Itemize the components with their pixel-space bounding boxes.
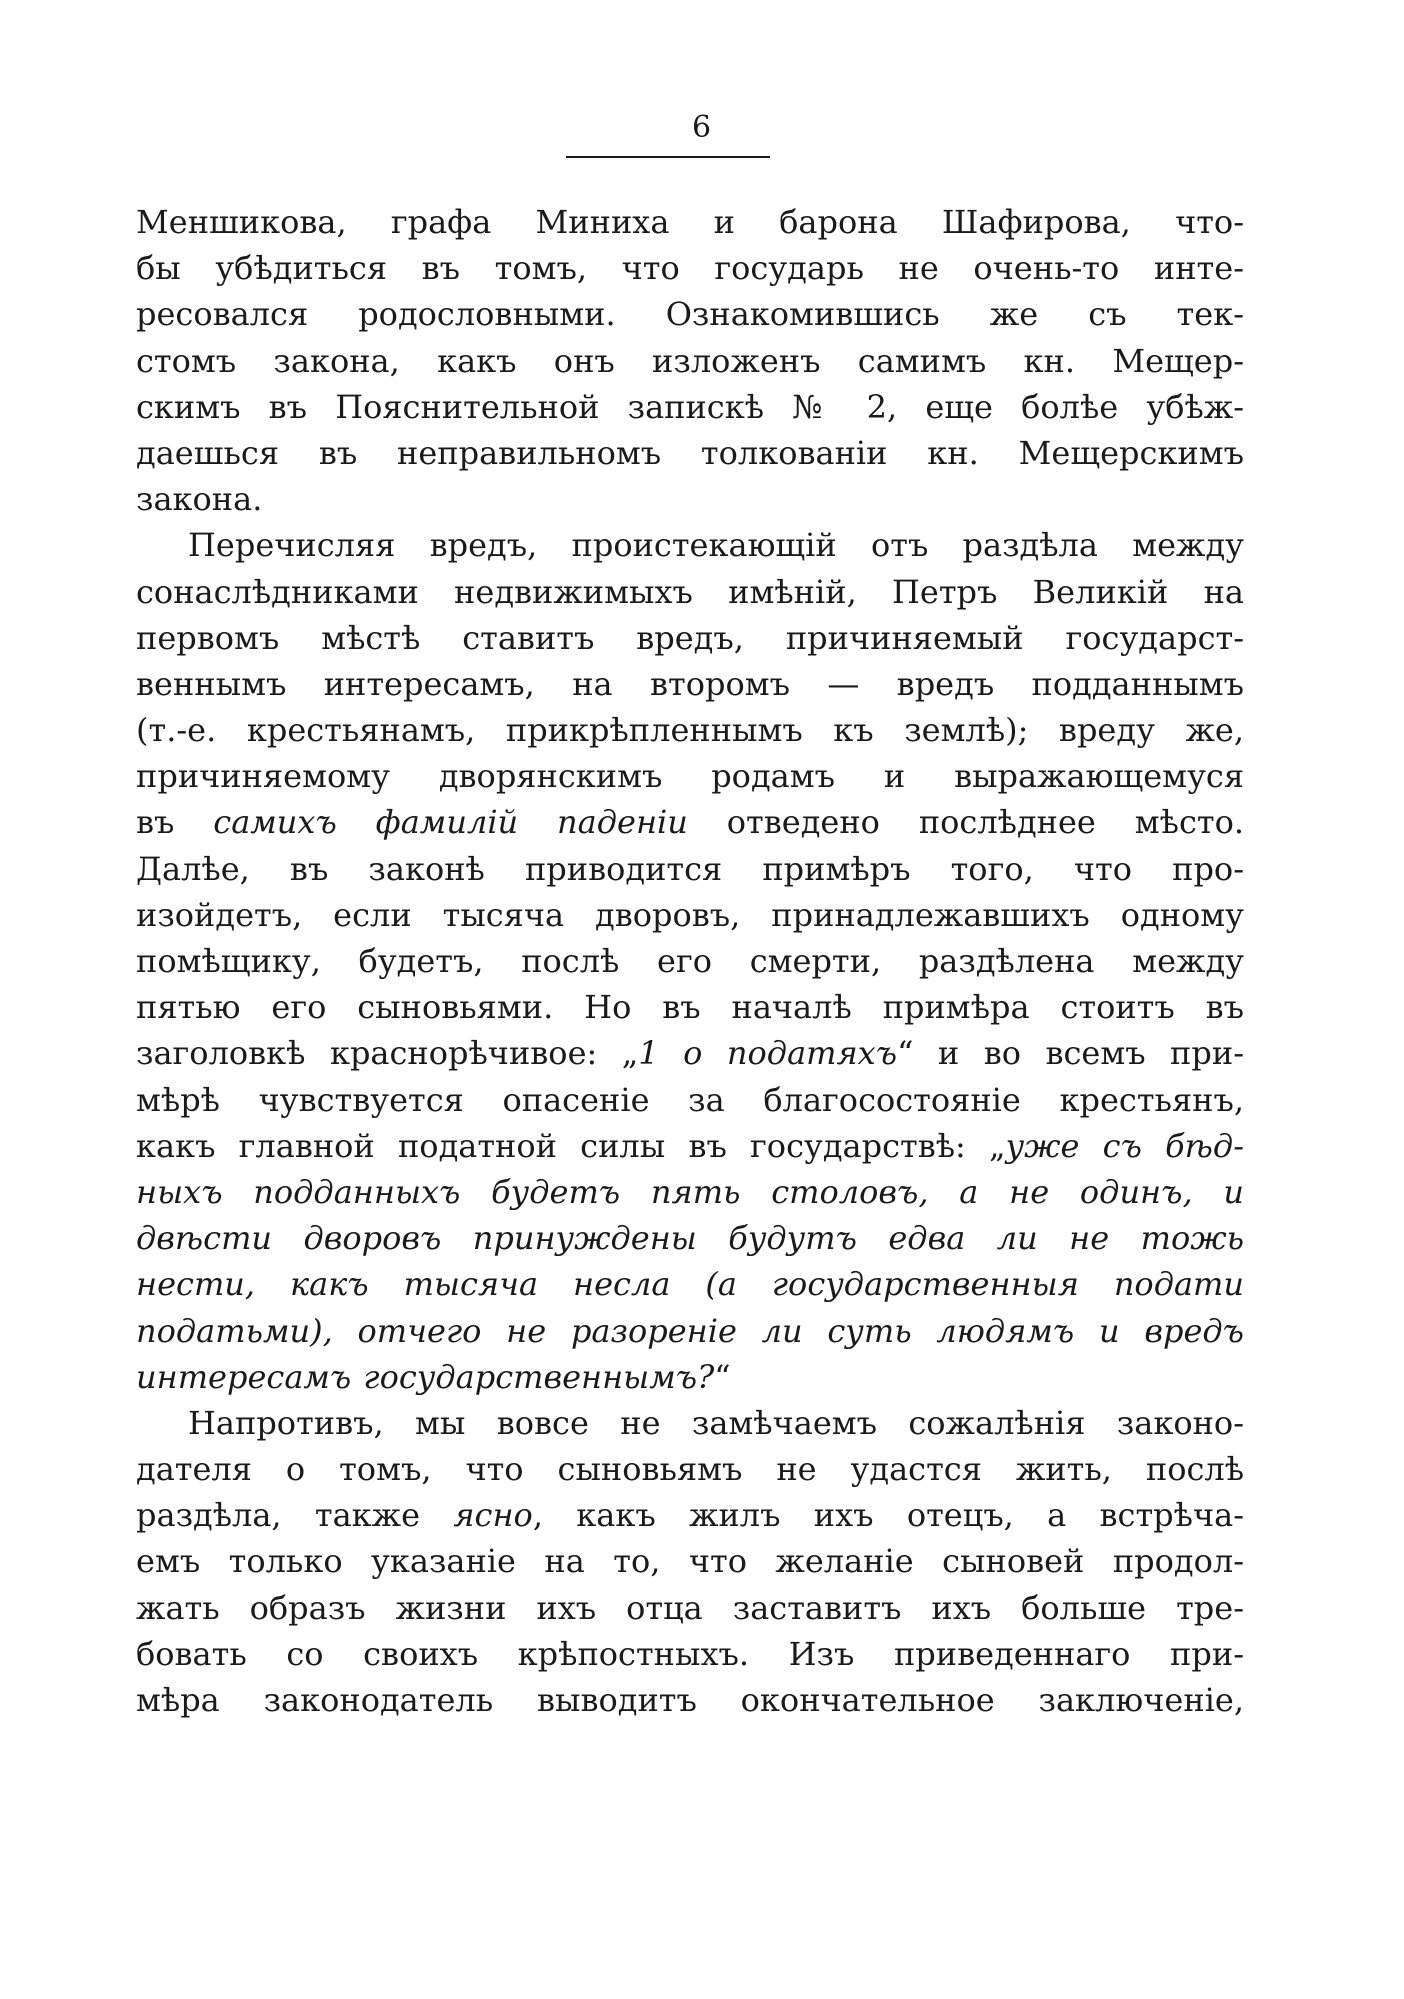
italic-text: ныхъ подданныхъ будетъ пять столовъ, а не одинъ, и [136,1172,1244,1211]
text-line [136,1631,1244,1677]
text-line [136,846,1244,892]
text-line [136,1030,1244,1076]
text-segment: въ [136,803,214,842]
italic-text: ясно [453,1496,533,1535]
text-line [136,291,1244,337]
italic-text: 1 о податяхъ [638,1034,898,1073]
text-segment: Перечисляя вредъ, проистекающій отъ раздѣла между [188,526,1244,565]
text-line [136,476,1244,522]
text-line [136,1261,1244,1307]
text-line [136,1585,1244,1631]
italic-text: (а государственныя подати [670,1265,1245,1304]
text-segment: мѣрѣ чувствуется опасеніе за благосостояніе крестьянъ, [136,1080,1244,1119]
text-line [136,338,1244,384]
text-line [136,615,1244,661]
text-line [136,799,1244,845]
text-line [136,892,1244,938]
text-line [136,938,1244,984]
text-segment: помѣщику, будетъ, послѣ его смерти, раздѣлена между [136,942,1244,980]
text-segment: (т.-е. крестьянамъ, прикрѣпленнымъ къ землѣ); вреду же, [136,711,1244,750]
text-segment: какъ главной податной силы въ государствѣ: „ [136,1126,1006,1165]
italic-text: двѣсти дворовъ принуждены будутъ едва ли не тожь [136,1219,1244,1258]
text-line [136,522,1244,568]
text-line [136,753,1244,799]
text-line [136,1077,1244,1123]
text-line [136,1123,1244,1169]
text-segment: закона. [136,480,263,519]
text-segment: бы убѣдиться въ томъ, что государь не очень-то инте- [136,249,1244,288]
text-segment: мѣра законодатель выводитъ окончательное заключеніе, [136,1681,1244,1719]
text-segment: Меншикова, графа Миниха и барона Шафирова, что- [136,203,1244,241]
text-segment: причиняемому дворянскимъ родамъ и выражающемуся [136,757,1244,796]
text-segment: раздѣла, также [136,1496,454,1535]
italic-text: уже съ бѣд- [1005,1126,1245,1165]
text-segment: скимъ въ Пояснительной запискѣ № 2, еще болѣе убѣж- [136,387,1244,426]
text-line [136,1354,1244,1400]
text-line [136,199,1244,245]
text-segment: пятью его сыновьями. Но въ началѣ примѣра стоитъ въ [136,988,1244,1027]
text-segment: жать образъ жизни ихъ отца заставитъ ихъ больше тре- [136,1588,1244,1627]
text-line [136,1446,1244,1492]
text-segment: “ и во всемъ при- [897,1034,1245,1073]
text-segment: первомъ мѣстѣ ставитъ вредъ, причиняемый государст- [136,618,1244,657]
page-number: 6 [691,110,713,145]
text-segment: Далѣе, въ законѣ приводится примѣръ того, что про- [136,849,1244,888]
text-line [136,1492,1244,1538]
text-segment: отведено послѣднее мѣсто. [687,803,1244,842]
text-segment: сонаслѣдниками недвижимыхъ имѣній, Петръ Великій на [136,572,1244,611]
text-line [136,430,1244,476]
text-segment: дателя о томъ, что сыновьямъ не удастся жить, послѣ [136,1450,1244,1489]
italic-text: нести, какъ тысяча несла [136,1265,671,1304]
text-segment: емъ только указаніе на то, что желаніе сыновей продол- [136,1542,1244,1581]
text-segment: веннымъ интересамъ, на второмъ — вредъ подданнымъ [136,664,1244,703]
text-line [136,1538,1244,1584]
text-line [136,245,1244,291]
text-line [136,984,1244,1030]
text-segment: Напротивъ, мы вовсе не замѣчаемъ сожалѣнія законо- [188,1403,1244,1442]
text-segment: , какъ жилъ ихъ отецъ, а встрѣча- [532,1496,1244,1535]
text-line [136,1677,1244,1723]
italic-text: интересамъ государственнымъ? [136,1357,715,1396]
text-line [136,707,1244,753]
text-segment: стомъ закона, какъ онъ изложенъ самимъ кн. Мещер- [136,341,1244,380]
text-line [136,569,1244,615]
text-line [136,1215,1244,1261]
text-line [136,384,1244,430]
text-segment: заголовкѣ краснорѣчивое: „ [136,1034,639,1073]
text-segment: изойдетъ, если тысяча дворовъ, принадлежавшихъ одному [136,895,1244,934]
text-line [136,1308,1244,1354]
text-segment: ресовался родословными. Ознакомившись же съ тек- [136,295,1244,334]
italic-text: самихъ фамилій паденіи [213,803,688,842]
text-segment: даешься въ неправильномъ толкованіи кн. Мещерскимъ [136,433,1244,472]
header-rule [566,156,770,158]
body-text [136,199,1244,1723]
italic-text: податьми), отчего не разореніе ли суть людямъ и вредъ [136,1311,1244,1350]
text-line [136,1169,1244,1215]
text-segment: “ [714,1357,731,1396]
text-line [136,661,1244,707]
text-line [136,1400,1244,1446]
text-segment: бовать со своихъ крѣпостныхъ. Изъ приведеннаго при- [136,1634,1244,1673]
